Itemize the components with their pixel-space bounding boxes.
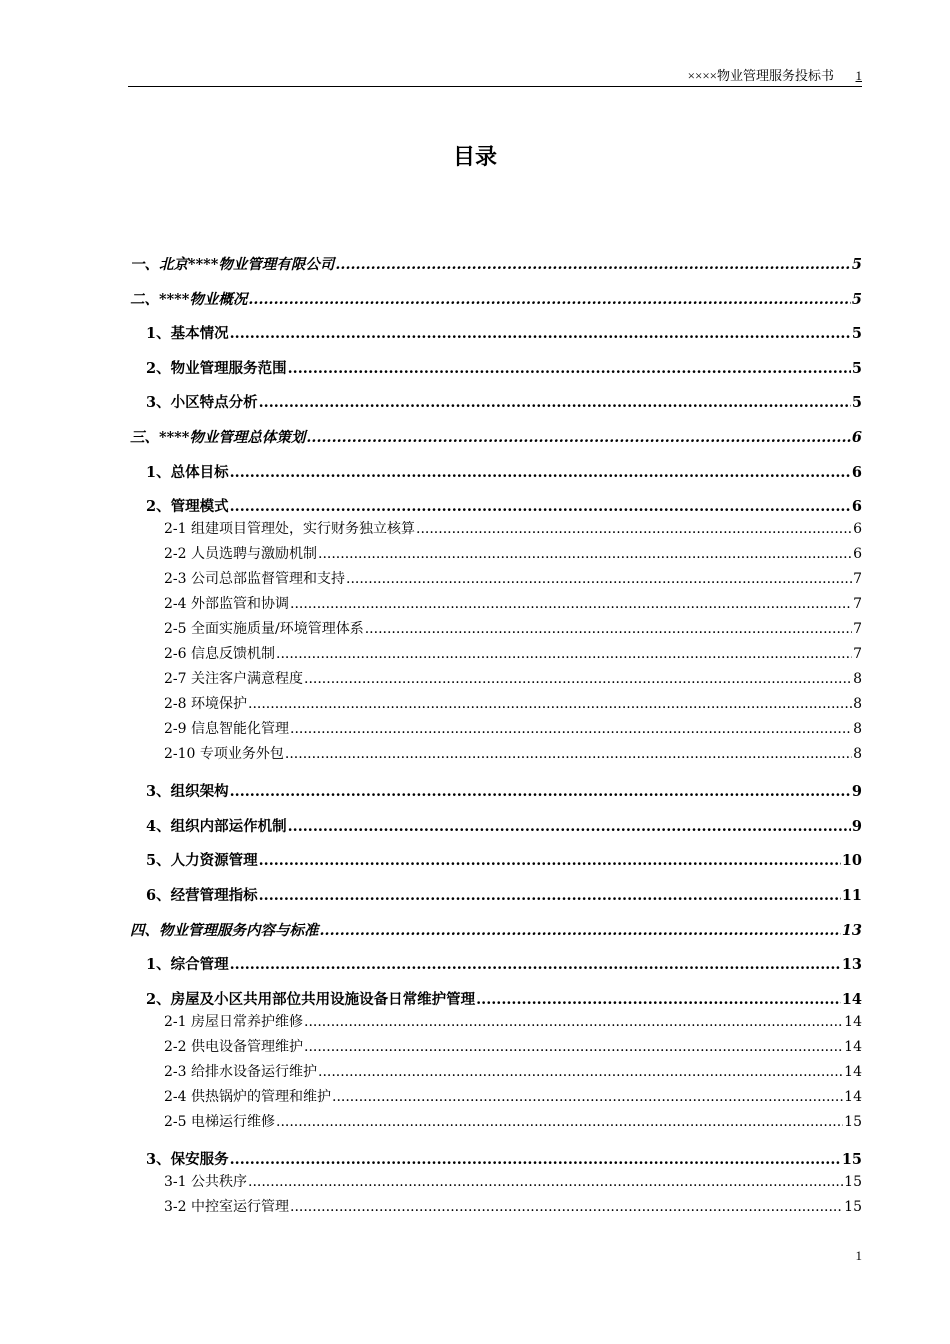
toc-leader-dots (248, 1173, 843, 1191)
toc-entry-label: 2-2 人员选聘与激励机制 (164, 546, 317, 563)
toc-entry-label: 2-7 关注客户满意程度 (164, 671, 303, 688)
toc-entry-label: 二、****物业概况 (130, 290, 248, 308)
toc-entry[interactable] (130, 720, 862, 745)
toc-entry[interactable] (130, 287, 862, 322)
toc-entry-page: 14 (841, 990, 862, 1008)
toc-leader-dots (476, 987, 841, 1013)
toc-leader-dots (230, 1147, 841, 1173)
toc-entry-label: 2-2 供电设备管理维护 (164, 1038, 303, 1055)
toc-leader-dots (276, 645, 852, 663)
toc-entry[interactable] (130, 918, 862, 953)
toc-leader-dots (276, 1113, 843, 1131)
toc-leader-dots (230, 494, 851, 520)
toc-entry-page: 15 (841, 1150, 862, 1168)
toc-entry[interactable] (130, 1147, 862, 1173)
toc-leader-dots (290, 720, 852, 738)
toc-entry-page: 13 (841, 921, 862, 939)
toc-leader-dots (288, 814, 851, 840)
toc-entry-label: 3-1 公共秩序 (164, 1173, 247, 1190)
toc-leader-dots (230, 952, 841, 978)
toc-entry[interactable] (130, 425, 862, 460)
toc-entry-label: 3-2 中控室运行管理 (164, 1198, 289, 1215)
footer-page-number: 1 (855, 1248, 862, 1263)
toc-entry-page: 14 (844, 1088, 862, 1105)
toc-entry-page: 5 (851, 290, 862, 308)
toc-entry[interactable] (130, 645, 862, 670)
toc-leader-dots (259, 390, 851, 416)
toc-leader-dots (346, 570, 852, 588)
toc-leader-dots (259, 883, 841, 909)
toc-entry-page: 7 (853, 646, 862, 663)
toc-entry-label: 三、****物业管理总体策划 (130, 428, 306, 446)
toc-entry[interactable] (130, 987, 862, 1013)
header-title: ××××物业管理服务投标书 (687, 68, 834, 83)
toc-leader-dots (335, 252, 851, 278)
toc-entry[interactable] (130, 695, 862, 720)
toc-leader-dots (304, 1013, 843, 1031)
toc-leader-dots (248, 695, 852, 713)
toc-entry-label: 2、管理模式 (146, 498, 229, 516)
toc-entry-label: 2-1 房屋日常养护维修 (164, 1013, 303, 1030)
toc-entry[interactable] (130, 356, 862, 391)
toc-entry-page: 5 (851, 256, 862, 273)
toc-leader-dots (290, 1198, 843, 1216)
toc-entry-label: 一、北京****物业管理有限公司 (130, 256, 335, 273)
toc-entry-page: 8 (853, 721, 862, 738)
toc-entry-label: 2-3 给排水设备运行维护 (164, 1063, 317, 1080)
toc-entry-label: 2、物业管理服务范围 (146, 359, 287, 377)
toc-entry-label: 6、经营管理指标 (146, 886, 258, 904)
toc-leader-dots (318, 545, 852, 563)
header-page-number: 1 (855, 68, 862, 83)
toc-entry[interactable] (130, 545, 862, 570)
toc-leader-dots (248, 287, 851, 313)
toc-entry-page: 7 (853, 571, 862, 588)
toc-entry-page: 5 (851, 359, 862, 377)
toc-entry-label: 1、综合管理 (146, 956, 229, 974)
toc-leader-dots (290, 595, 852, 613)
toc-entry-label: 2-6 信息反馈机制 (164, 646, 275, 663)
toc-entry[interactable] (130, 883, 862, 918)
toc-leader-dots (318, 1063, 843, 1081)
toc-entry[interactable] (130, 745, 862, 779)
toc-entry[interactable] (130, 620, 862, 645)
toc-entry-label: 3、保安服务 (146, 1150, 229, 1168)
toc-entry[interactable] (130, 1088, 862, 1113)
toc-leader-dots (332, 1088, 843, 1106)
toc-entry-label: 2-4 外部监管和协调 (164, 596, 289, 613)
toc-entry-label: 2-4 供热锅炉的管理和维护 (164, 1088, 331, 1105)
toc-entry-label: 1、总体目标 (146, 463, 229, 481)
toc-entry-page: 14 (844, 1038, 862, 1055)
toc-entry-page: 7 (853, 596, 862, 613)
toc-entry-label: 2-9 信息智能化管理 (164, 721, 289, 738)
toc-entry-label: 2-3 公司总部监督管理和支持 (164, 571, 345, 588)
toc-entry[interactable] (130, 670, 862, 695)
toc-entry[interactable] (130, 570, 862, 595)
toc-entry-page: 6 (851, 498, 862, 516)
toc-entry-page: 9 (851, 817, 862, 835)
toc-leader-dots (304, 1038, 843, 1056)
toc-entry[interactable] (130, 814, 862, 849)
toc-entry-label: 2-5 全面实施质量/环境管理体系 (164, 621, 364, 638)
page-header (128, 68, 862, 87)
toc-entry-page: 9 (851, 783, 862, 801)
toc-entry-page: 6 (851, 463, 862, 481)
toc-leader-dots (365, 620, 852, 638)
toc-entry[interactable] (130, 595, 862, 620)
document-title: 目录 (452, 145, 497, 170)
toc-entry-label: 3、小区特点分析 (146, 394, 258, 412)
toc-leader-dots (304, 670, 852, 688)
toc-entry-label: 四、物业管理服务内容与标准 (130, 921, 319, 939)
toc-leader-dots (285, 745, 852, 763)
toc-entry-page: 6 (853, 521, 862, 538)
toc-entry-page: 11 (841, 886, 862, 904)
toc-entry[interactable] (130, 252, 862, 287)
toc-entry-page: 14 (844, 1013, 862, 1030)
toc-entry[interactable] (130, 1173, 862, 1198)
toc-leader-dots (230, 779, 851, 805)
toc-leader-dots (288, 356, 851, 382)
toc-entry-page: 7 (853, 621, 862, 638)
table-of-contents (130, 252, 862, 1223)
toc-entry[interactable] (130, 952, 862, 987)
toc-entry-page: 5 (851, 394, 862, 412)
toc-entry-label: 2-8 环境保护 (164, 696, 247, 713)
toc-entry-label: 5、人力资源管理 (146, 852, 258, 870)
toc-entry[interactable] (130, 1198, 862, 1223)
toc-entry[interactable] (130, 520, 862, 545)
toc-entry[interactable] (130, 1013, 862, 1038)
toc-entry-label: 4、组织内部运作机制 (146, 817, 287, 835)
toc-entry[interactable] (130, 1038, 862, 1063)
toc-entry[interactable] (130, 494, 862, 520)
toc-entry[interactable] (130, 848, 862, 883)
toc-entry[interactable] (130, 1113, 862, 1147)
toc-entry-page: 15 (844, 1198, 862, 1215)
toc-leader-dots (230, 321, 851, 347)
toc-entry-page: 6 (851, 428, 862, 446)
toc-entry-label: 2-10 专项业务外包 (164, 746, 284, 763)
toc-leader-dots (320, 918, 841, 944)
toc-entry-page: 8 (853, 671, 862, 688)
toc-entry-label: 2-5 电梯运行维修 (164, 1113, 275, 1130)
toc-entry[interactable] (130, 1063, 862, 1088)
toc-entry-page: 8 (853, 696, 862, 713)
toc-leader-dots (416, 520, 852, 538)
toc-entry-page: 10 (841, 852, 862, 870)
toc-entry-label: 1、基本情况 (146, 325, 229, 343)
toc-entry[interactable] (130, 390, 862, 425)
toc-entry[interactable] (130, 321, 862, 356)
toc-entry-page: 13 (841, 956, 862, 974)
toc-entry-label: 2、房屋及小区共用部位共用设施设备日常维护管理 (146, 990, 476, 1008)
toc-entry-label: 2-1 组建项目管理处，实行财务独立核算 (164, 521, 415, 538)
toc-entry-label: 3、组织架构 (146, 783, 229, 801)
toc-entry-page: 14 (844, 1063, 862, 1080)
toc-entry-page: 15 (844, 1113, 862, 1130)
toc-entry-page: 5 (851, 325, 862, 343)
toc-entry-page: 8 (853, 746, 862, 763)
toc-entry[interactable] (130, 779, 862, 814)
toc-leader-dots (230, 460, 851, 486)
toc-entry[interactable] (130, 460, 862, 495)
toc-leader-dots (259, 848, 841, 874)
toc-entry-page: 15 (844, 1173, 862, 1190)
toc-leader-dots (306, 425, 851, 451)
toc-entry-page: 6 (853, 546, 862, 563)
